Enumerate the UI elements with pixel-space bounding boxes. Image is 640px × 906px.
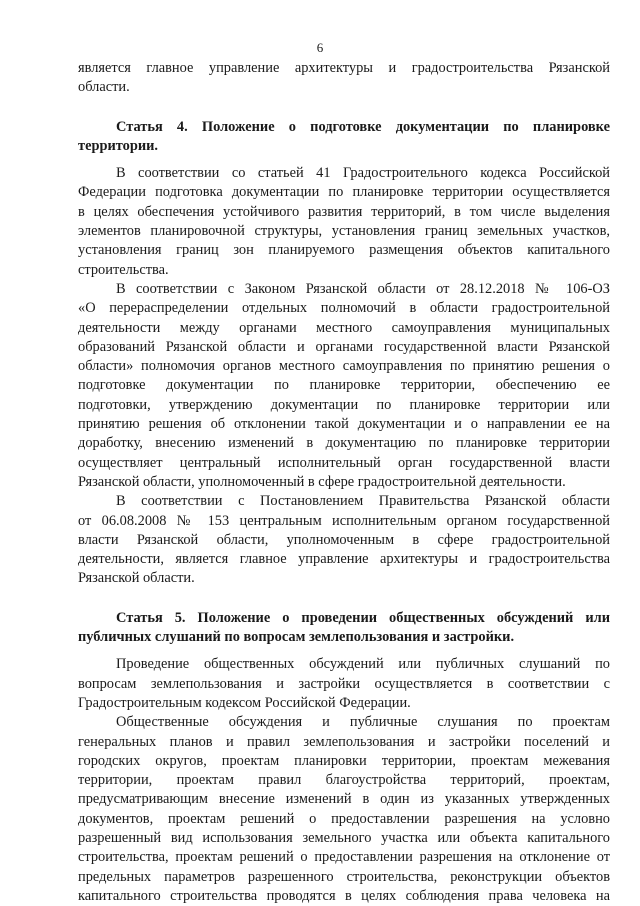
paragraph-line: Рязанской области. [78,570,195,587]
paragraph-line: деятельности, является главное управление архитектуры и градостроительства [78,551,610,568]
paragraph-line: В соответствии со статьей 41 Градостроительного кодекса Российской [116,165,610,182]
heading-line: территории. [78,137,159,154]
article-4-heading [78,118,610,157]
page-number: 6 [316,40,324,55]
paragraph-line: образований Рязанской области и органами государственной власти Рязанской [78,338,610,355]
paragraph-line: генеральных планов и правил землепользования и застройки поселений и [78,733,610,750]
paragraph-line: Проведение общественных обсуждений или публичных слушаний по [116,656,610,673]
paragraph-line: элементов планировочной структуры, установления границ земельных участков, [78,223,610,240]
paragraph-line: Рязанской области, уполномоченный в сфере градостроительной деятельности. [78,473,566,490]
article-4-paragraph-1 [78,164,610,280]
paragraph-line: строительства, проектам решений о предоставлении разрешения на отклонение от [78,849,610,866]
heading-line: Статья 5. Положение о проведении общественных обсуждений или [116,609,610,626]
heading-line: Статья 4. Положение о подготовке документации по планировке [116,118,610,135]
article-4-paragraph-2 [78,280,610,492]
intro-line: области. [78,79,130,96]
paragraph-line: В соответствии с Законом Рязанской области от 28.12.2018 № 106-ОЗ [116,280,610,297]
paragraph-line: принятию решения об отклонении такой документации и о направлении ее на [78,416,610,433]
heading-line: публичных слушаний по вопросам землепользования и застройки. [78,629,515,646]
paragraph-line: Общественные обсуждения и публичные слушания по проектам [116,714,610,731]
article-4-paragraph-3 [78,492,610,588]
paragraph-line: предусматривающим внесение изменений в один из указанных утвержденных [78,791,610,808]
paragraph-line: разрешенный вид использования земельного участка или объекта капитального [78,829,610,846]
intro-line: является главное управление архитектуры и градостроительства Рязанской [78,60,610,76]
paragraph-line: вопросам землепользования и застройки осуществляется в соответствии с [78,675,610,692]
article-5-paragraph-1 [78,655,610,713]
document-body [78,59,610,906]
paragraph-line: осуществляет центральный исполнительный орган государственной власти [78,454,610,471]
paragraph-line: установления границ зон планируемого размещения объектов капитального [78,242,610,259]
paragraph-line: строительства. [78,261,169,278]
paragraph-line: деятельности между органами местного самоуправления муниципальных [78,319,610,336]
paragraph-line: городских округов, проектам планировки территории, проектам межевания [78,752,610,769]
paragraph-line: Градостроительным кодексом Российской Федерации. [78,694,411,711]
paragraph-line: предельных параметров разрешенного строительства, реконструкции объектов [78,868,610,885]
paragraph-line: «О перераспределении отдельных полномочий в области градостроительной [78,300,610,317]
paragraph-line: документов, проектам решений о предоставлении разрешения на условно [78,810,610,827]
paragraph-line: подготовки, утверждению документации по планировке территории или [78,396,610,413]
paragraph-line: власти Рязанской области, уполномоченным в сфере градостроительной [78,531,610,548]
paragraph-line: подготовке документации по планировке территории, обеспечению ее [78,377,610,394]
paragraph-line: В соответствии с Постановлением Правительства Рязанской области [116,493,610,510]
paragraph-line: капитального строительства проводятся в целях соблюдения права человека на [78,887,610,904]
paragraph-line: области» полномочия органов местного самоуправления по принятию решения о [78,358,610,375]
article-5-paragraph-2 [78,713,610,906]
article-5-heading [78,609,610,648]
paragraph-line: от 06.08.2008 № 153 центральным исполнительным органом государственной [78,512,610,529]
paragraph-line: Федерации подготовка документации по планировке территории осуществляется [78,184,610,201]
paragraph-line: территории, проектам правил благоустройства территорий, проектам, [78,772,610,789]
paragraph-line: в целях обеспечения устойчивого развития территорий, в том числе выделения [78,203,610,220]
paragraph-line: доработку, внесению изменений в документацию по планировке территории [78,435,610,452]
